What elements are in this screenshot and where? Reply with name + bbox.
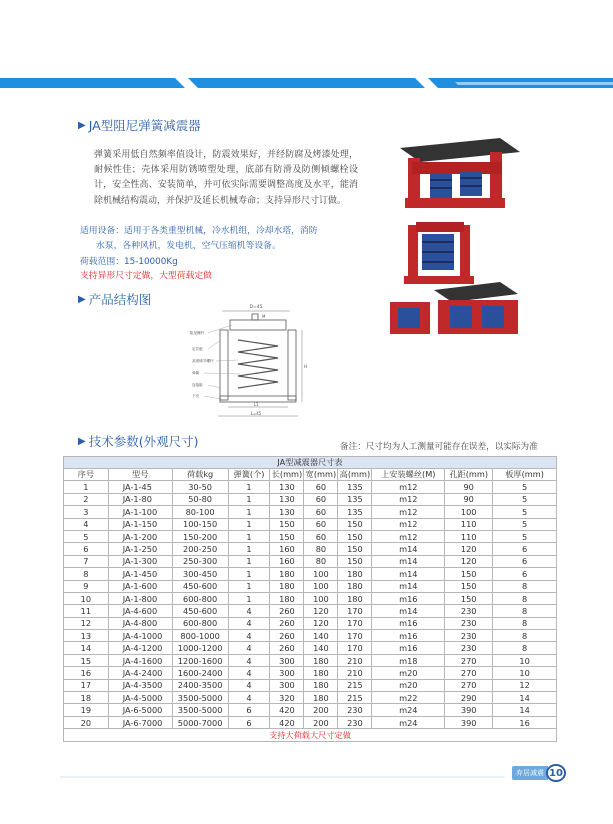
table-cell: 800-1000 [172, 630, 228, 642]
table-cell: 8 [493, 605, 557, 617]
table-cell: m18 [372, 654, 445, 666]
table-row [64, 642, 557, 654]
application-line: 水泵，各种风机，发电机，空气压缩机等设备。 [96, 241, 281, 251]
table-cell: 170 [338, 617, 372, 629]
table-cell: 600-800 [172, 592, 228, 604]
table-row [64, 568, 557, 580]
table-cell: 270 [445, 679, 493, 691]
table-row [64, 679, 557, 691]
table-cell: JA-6-5000 [108, 704, 172, 716]
table-cell: 135 [338, 506, 372, 518]
table-cell: JA-1-800 [108, 592, 172, 604]
table-cell: JA-1-45 [108, 481, 172, 493]
table-cell: JA-1-250 [108, 543, 172, 555]
table-cell: 6 [493, 568, 557, 580]
table-cell: 80 [304, 555, 338, 567]
table-cell: JA-1-80 [108, 493, 172, 505]
table-cell: 100 [445, 506, 493, 518]
table-cell: 1 [228, 506, 270, 518]
table-cell: m12 [372, 518, 445, 530]
dim-l1-label: L1 [253, 402, 259, 407]
table-row [64, 592, 557, 604]
table-cell: 420 [270, 704, 304, 716]
table-cell: 150-200 [172, 530, 228, 542]
table-cell: 1000-1200 [172, 642, 228, 654]
table-cell: 8 [493, 617, 557, 629]
table-cell: 180 [304, 679, 338, 691]
table-cell: m14 [372, 580, 445, 592]
table-cell: JA-4-1600 [108, 654, 172, 666]
table-cell: 260 [270, 605, 304, 617]
table-cell: 420 [270, 716, 304, 728]
table-cell: 300 [270, 679, 304, 691]
table-cell: 4 [64, 518, 109, 530]
table-cell: 300-450 [172, 568, 228, 580]
table-cell: 450-600 [172, 580, 228, 592]
table-cell: 5 [64, 530, 109, 542]
table-cell: 19 [64, 704, 109, 716]
table-cell: 2400-3500 [172, 679, 228, 691]
table-cell: 170 [338, 642, 372, 654]
table-cell: 14 [493, 692, 557, 704]
table-cell: 5 [493, 481, 557, 493]
table-cell: 5 [493, 493, 557, 505]
table-cell: m14 [372, 568, 445, 580]
table-cell: 4 [228, 605, 270, 617]
table-header-cell: 弹簧(个) [228, 469, 270, 481]
table-cell: 9 [64, 580, 109, 592]
table-cell: 180 [304, 667, 338, 679]
table-cell: 60 [304, 493, 338, 505]
table-cell: 80 [304, 543, 338, 555]
table-cell: 260 [270, 617, 304, 629]
table-cell: 150 [445, 568, 493, 580]
table-cell: 200 [304, 704, 338, 716]
table-cell: 8 [493, 630, 557, 642]
table-cell: 1 [228, 568, 270, 580]
table-header-cell: 长(mm) [271, 469, 303, 480]
table-row [64, 530, 557, 542]
top-stripe [0, 76, 613, 90]
table-row [64, 493, 557, 505]
diagram-label: 定位板 [192, 347, 203, 351]
table-cell: 230 [445, 605, 493, 617]
table-cell: JA-4-600 [108, 605, 172, 617]
application-line: 适用设备：适用于各类重型机械，冷水机组，冷却水塔，消防 [80, 226, 318, 236]
table-cell: 150 [338, 555, 372, 567]
table-cell: 100 [304, 568, 338, 580]
table-cell: 6 [493, 555, 557, 567]
product-photo [390, 130, 530, 340]
table-caption: JA型减震器尺寸表 [64, 457, 557, 469]
table-cell: 5 [493, 530, 557, 542]
table-cell: 110 [445, 518, 493, 530]
table-cell: 5 [493, 518, 557, 530]
table-cell: 1600-2400 [172, 667, 228, 679]
table-cell: 120 [445, 555, 493, 567]
table-header-cell: 宽(mm) [305, 469, 337, 480]
table-cell: 180 [304, 654, 338, 666]
table-cell: m14 [372, 605, 445, 617]
table-cell: 3500-5000 [172, 692, 228, 704]
table-cell: 4 [228, 630, 270, 642]
table-cell: m16 [372, 630, 445, 642]
table-cell: m14 [372, 543, 445, 555]
table-cell: 150 [338, 518, 372, 530]
section-title: 产品结构图 [88, 292, 152, 307]
table-cell: 12 [64, 617, 109, 629]
table-cell: 14 [64, 642, 109, 654]
table-cell: 6 [228, 716, 270, 728]
table-cell: 100 [304, 592, 338, 604]
table-cell: 390 [445, 716, 493, 728]
table-cell: 8 [64, 568, 109, 580]
table-cell: 16 [64, 667, 109, 679]
spec-table [63, 456, 557, 742]
table-cell: 20 [64, 716, 109, 728]
table-row [64, 704, 557, 716]
table-cell: 1 [228, 493, 270, 505]
table-cell: 4 [228, 692, 270, 704]
table-cell: 60 [304, 506, 338, 518]
section-title: JA型阻尼弹簧减震器 [88, 118, 201, 133]
table-cell: 120 [304, 605, 338, 617]
table-cell: 16 [493, 716, 557, 728]
table-cell: 135 [338, 481, 372, 493]
table-cell: 50-80 [172, 493, 228, 505]
table-cell: JA-1-600 [108, 580, 172, 592]
table-cell: 210 [338, 654, 372, 666]
structure-diagram [190, 300, 318, 422]
dim-m-label: M [262, 314, 266, 319]
table-header-cell: 孔距(mm) [445, 469, 493, 481]
diagram-label: 连接板 [192, 383, 203, 387]
table-header-cell: 型号 [108, 469, 172, 481]
table-cell: 100 [304, 580, 338, 592]
table-cell: JA-6-7000 [108, 716, 172, 728]
table-footer-note: 支持大荷载大尺寸定做 [64, 729, 557, 742]
table-cell: 160 [270, 555, 304, 567]
table-cell: 3500-5000 [172, 704, 228, 716]
table-cell: m12 [372, 530, 445, 542]
table-cell: 4 [228, 617, 270, 629]
table-cell: 140 [304, 630, 338, 642]
table-cell: 1 [64, 481, 109, 493]
table-cell: 7 [64, 555, 109, 567]
table-cell: m22 [372, 692, 445, 704]
table-cell: 1 [228, 518, 270, 530]
table-cell: m12 [372, 493, 445, 505]
table-cell: 260 [270, 630, 304, 642]
table-cell: 250-300 [172, 555, 228, 567]
table-cell: 60 [304, 518, 338, 530]
table-cell: 215 [338, 679, 372, 691]
table-cell: 180 [270, 580, 304, 592]
table-cell: 1 [228, 580, 270, 592]
table-cell: 17 [64, 679, 109, 691]
table-cell: 6 [228, 704, 270, 716]
table-cell: 2 [64, 493, 109, 505]
table-cell: 230 [445, 617, 493, 629]
table-cell: m12 [372, 481, 445, 493]
table-cell: 8 [493, 580, 557, 592]
product-description: 弹簧采用低自然频率值设计，防震效果好，并经防腐及烤漆处理，耐候性佳；壳体采用防锈喷塑处理，底部有防滑及防侧倾螺栓设计，安全性高、安装简单，并可依实际需要调整高度及水平，能消除机械结构震动，并保护及延长机械寿命；支持异形尺寸订做。 [94, 150, 358, 206]
diagram-label: 弹簧 [192, 371, 200, 375]
table-footer-row [64, 729, 557, 742]
page-number-tag [512, 765, 566, 781]
dim-l-label: L=45 [250, 411, 262, 416]
table-row [64, 654, 557, 666]
table-cell: 1200-1600 [172, 654, 228, 666]
table-cell: 110 [445, 530, 493, 542]
page-label: 弃居减震 [512, 766, 548, 780]
table-cell: 270 [445, 667, 493, 679]
table-cell: 3 [64, 506, 109, 518]
table-cell: 200 [304, 716, 338, 728]
table-cell: 30-50 [172, 481, 228, 493]
dim-top-label: D=45 [249, 305, 263, 310]
table-row [64, 518, 557, 530]
section-title: 技术参数(外观尺寸) [88, 434, 199, 449]
table-cell: 230 [338, 704, 372, 716]
table-cell: 230 [338, 716, 372, 728]
table-cell: JA-4-2400 [108, 667, 172, 679]
table-cell: m14 [372, 555, 445, 567]
table-cell: 100-150 [172, 518, 228, 530]
table-cell: 215 [338, 692, 372, 704]
table-row [64, 506, 557, 518]
table-cell: JA-1-450 [108, 568, 172, 580]
table-cell: JA-1-100 [108, 506, 172, 518]
table-cell: m16 [372, 642, 445, 654]
table-cell: 135 [338, 493, 372, 505]
table-cell: JA-1-200 [108, 530, 172, 542]
table-cell: 450-600 [172, 605, 228, 617]
table-cell: JA-1-300 [108, 555, 172, 567]
table-cell: 15 [64, 654, 109, 666]
table-cell: 6 [64, 543, 109, 555]
table-cell: 4 [228, 667, 270, 679]
table-cell: 230 [445, 642, 493, 654]
table-row [64, 580, 557, 592]
table-cell: 90 [445, 493, 493, 505]
diagram-label: 下壳 [192, 394, 200, 398]
arrow-right-icon: ▶ [78, 293, 86, 305]
table-cell: JA-4-800 [108, 617, 172, 629]
table-cell: JA-4-5000 [108, 692, 172, 704]
arrow-right-icon: ▶ [78, 119, 86, 131]
diagram-label: 高度调节螺杆 [192, 359, 214, 363]
table-title-row [64, 457, 557, 469]
table-cell: 300 [270, 654, 304, 666]
table-cell: 170 [338, 630, 372, 642]
table-cell: 210 [338, 667, 372, 679]
table-cell: 150 [338, 530, 372, 542]
table-header-cell: 板厚(mm) [493, 469, 557, 481]
table-cell: 8 [493, 642, 557, 654]
table-row [64, 716, 557, 728]
table-cell: 1 [228, 555, 270, 567]
arrow-right-icon: ▶ [78, 435, 86, 447]
table-row [64, 667, 557, 679]
table-row [64, 555, 557, 567]
table-cell: 18 [64, 692, 109, 704]
table-cell: 160 [270, 543, 304, 555]
table-header-cell: 高(mm) [339, 469, 371, 480]
table-cell: 1 [228, 592, 270, 604]
table-cell: JA-1-150 [108, 518, 172, 530]
section-heading-product [78, 116, 201, 134]
table-cell: 12 [493, 679, 557, 691]
table-cell: 150 [445, 580, 493, 592]
table-cell: 150 [338, 543, 372, 555]
table-header-row [64, 469, 557, 481]
table-cell: 130 [270, 506, 304, 518]
table-cell: 170 [338, 605, 372, 617]
table-cell: 130 [270, 493, 304, 505]
diagram-label: 阻尼螺杆 [190, 331, 205, 335]
table-cell: 60 [304, 481, 338, 493]
table-cell: 1 [228, 530, 270, 542]
table-cell: 390 [445, 704, 493, 716]
table-cell: m20 [372, 667, 445, 679]
table-cell: 4 [228, 679, 270, 691]
table-cell: 180 [304, 692, 338, 704]
table-cell: 5000-7000 [172, 716, 228, 728]
table-cell: 270 [445, 654, 493, 666]
table-cell: 90 [445, 481, 493, 493]
section-heading-specs [78, 432, 198, 450]
table-cell: 10 [64, 592, 109, 604]
table-cell: 130 [270, 481, 304, 493]
page-number: 10 [546, 764, 566, 782]
table-cell: 60 [304, 530, 338, 542]
table-row [64, 481, 557, 493]
table-cell: m16 [372, 592, 445, 604]
custom-note: 支持异形尺寸定做，大型荷载定做 [80, 271, 212, 281]
table-cell: m16 [372, 617, 445, 629]
table-cell: 80-100 [172, 506, 228, 518]
table-cell: 8 [493, 592, 557, 604]
table-cell: 180 [338, 568, 372, 580]
application-text [80, 224, 356, 254]
table-cell: 5 [493, 506, 557, 518]
table-header-cell: 荷载kg [172, 469, 228, 481]
table-cell: 150 [270, 530, 304, 542]
table-cell: 1 [228, 481, 270, 493]
table-cell: 6 [493, 543, 557, 555]
table-cell: 150 [270, 518, 304, 530]
table-cell: 320 [270, 692, 304, 704]
load-range: 荷载范围：15-10000Kg [80, 257, 178, 267]
table-cell: 4 [228, 642, 270, 654]
table-cell: 10 [493, 654, 557, 666]
table-row [64, 543, 557, 555]
dim-h-label: H [304, 365, 308, 370]
table-cell: JA-4-1200 [108, 642, 172, 654]
table-cell: 120 [445, 543, 493, 555]
table-cell: m20 [372, 679, 445, 691]
table-cell: m24 [372, 704, 445, 716]
measurement-note: 备注：尺寸均为人工测量可能存在误差，以实际为准 [340, 442, 538, 452]
table-cell: JA-4-1000 [108, 630, 172, 642]
table-cell: 14 [493, 704, 557, 716]
table-row [64, 605, 557, 617]
table-cell: m24 [372, 716, 445, 728]
table-cell: JA-4-3500 [108, 679, 172, 691]
table-header-cell: 上安装螺丝(M) [372, 469, 445, 481]
table-row [64, 617, 557, 629]
table-cell: 290 [445, 692, 493, 704]
table-cell: 4 [228, 654, 270, 666]
table-cell: 180 [270, 568, 304, 580]
table-cell: m12 [372, 506, 445, 518]
table-header-cell: 序号 [64, 469, 109, 481]
table-cell: 13 [64, 630, 109, 642]
table-cell: 140 [304, 642, 338, 654]
table-cell: 150 [445, 592, 493, 604]
table-row [64, 630, 557, 642]
table-cell: 10 [493, 667, 557, 679]
table-row [64, 692, 557, 704]
table-cell: 260 [270, 642, 304, 654]
table-cell: 120 [304, 617, 338, 629]
table-cell: 11 [64, 605, 109, 617]
table-cell: 600-800 [172, 617, 228, 629]
table-cell: 300 [270, 667, 304, 679]
table-cell: 1 [228, 543, 270, 555]
table-cell: 200-250 [172, 543, 228, 555]
section-heading-structure [78, 290, 151, 308]
table-cell: 230 [445, 630, 493, 642]
table-cell: 180 [338, 592, 372, 604]
table-cell: 180 [270, 592, 304, 604]
table-cell: 180 [338, 580, 372, 592]
